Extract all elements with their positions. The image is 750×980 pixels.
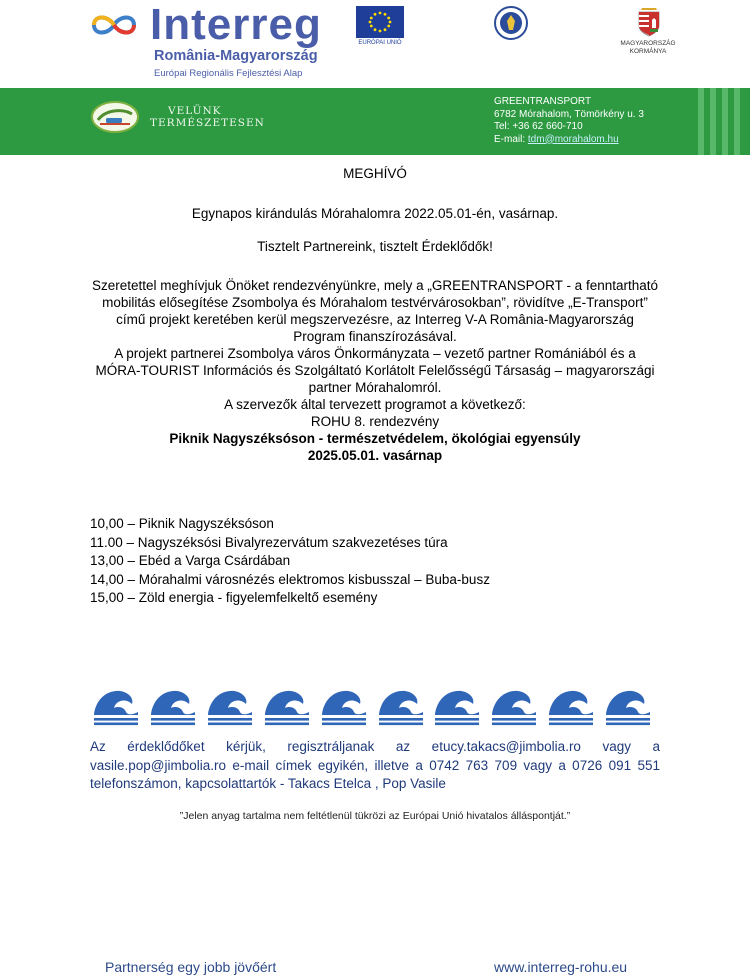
program-name: România-Magyarország: [154, 48, 318, 64]
paragraph-line: Program finanszírozásával.: [293, 329, 457, 344]
header-band: [0, 88, 750, 155]
contact-name: GREENTRANSPORT: [494, 96, 592, 107]
program-item: 14,00 – Mórahalmi városnézés elektromos kisbusszal – Buba-busz: [90, 571, 490, 587]
contact-phone: Tel: +36 62 660-710: [494, 121, 583, 132]
paragraph-line: A szervezők által tervezett programot a következő:: [224, 397, 526, 412]
invitation-subtitle: Egynapos kirándulás Mórahalomra 2022.05.01-én, vasárnap.: [191, 206, 559, 221]
paragraph-line: című projekt keretében kerül megszervezésre, az Interreg V-A România-Magyarország: [116, 312, 634, 327]
program-item: 13,00 – Ebéd a Varga Csárdában: [90, 553, 291, 568]
paragraph-line: partner Mórahalomról.: [308, 380, 442, 395]
contact-address: 6782 Mórahalom, Tömörkény u. 3: [494, 108, 644, 120]
romania-government-emblem-icon: [494, 6, 528, 40]
paragraph-line: A projekt partnerei Zsombolya város Önkormányzata – vezető partner Romániából és a: [114, 346, 636, 361]
paragraph-line: mobilitás elősegítése Zsombolya és Mórahalom testvérvárosokban”, rövidítve „E-Transport”: [102, 295, 648, 310]
invitation-paragraph: [80, 277, 670, 464]
fund-name: Európai Regionális Fejlesztési Alap: [154, 68, 303, 79]
eu-disclaimer: ”Jelen anyag tartalma nem feltétlenül tükrözi az Európai Unió hivatalos álláspontját.”: [179, 810, 571, 822]
paragraph-line: Szeretettel meghívjuk Önöket rendezvényünkre, mely a „GREENTRANSPORT - a fenntartható: [92, 278, 658, 293]
program-item: 11.00 – Nagyszéksósi Bivalyrezervátum szakvezetéses túra: [90, 534, 448, 550]
band-stripes: [698, 88, 750, 155]
footer-slogan: Partnerség egy jobb jövőért: [105, 959, 277, 975]
wave-icon: [433, 688, 481, 726]
wave-icon: [547, 688, 595, 726]
contact-email-row: [494, 134, 644, 147]
event-title: Piknik Nagyszéksóson - természetvédelem, ökológiai egyensúly: [169, 431, 581, 446]
wave-icon: [320, 688, 368, 726]
interreg-wordmark: Interreg: [150, 0, 322, 49]
wave-icon: [263, 688, 311, 726]
wave-icon: [604, 688, 652, 726]
logo-bar: [0, 0, 750, 88]
wave-icon: [149, 688, 197, 726]
hungary-coat-of-arms-icon: [636, 6, 662, 38]
event-date: 2025.05.01. vasárnap: [307, 448, 443, 463]
paragraph-line: MÓRA-TOURIST Információs és Szolgáltató Korlátolt Felelősségű Társaság – magyarországi: [95, 363, 655, 378]
program-item: 10,00 – Piknik Nagyszéksóson: [90, 516, 274, 531]
contact-email-link[interactable]: tdm@morahalom.hu: [527, 133, 619, 145]
eu-caption: EURÓPAI UNIÓ: [358, 40, 402, 46]
invitation-title: MEGHÍVÓ: [343, 166, 407, 181]
greentransport-logo-icon: [90, 100, 140, 134]
interreg-logo: [88, 0, 348, 79]
program-list: [90, 515, 490, 608]
wave-icon: [490, 688, 538, 726]
wave-icon: [206, 688, 254, 726]
footer-website-link[interactable]: www.interreg-rohu.eu: [494, 959, 628, 975]
eu-flag-icon: [356, 6, 404, 38]
contact-block: [494, 96, 644, 146]
registration-text: Az érdeklődőket kérjük, regisztráljanak az etucy.takacs@jimbolia.ro vagy a vasile.pop@jimbolia.ro e-mail címek egyikén, illetve a 0742 763 709 vagy a 0726 091 551 telefonszámon, kapcsolattartók - Takacs Etelca , Pop Vasile: [90, 739, 660, 791]
paragraph-line: ROHU 8. rendezvény: [310, 414, 440, 429]
greentransport-slogan: VELÜNK TERMÉSZETESEN: [150, 105, 265, 129]
hungary-government-caption: MAGYARORSZÁG KORMÁNYA: [620, 40, 676, 55]
wave-decoration: [92, 688, 652, 728]
contact-email-label: E-mail:: [494, 133, 526, 145]
program-item: 15,00 – Zöld energia - figyelemfelkeltő esemény: [90, 590, 378, 605]
greeting: Tisztelt Partnereink, tisztelt Érdeklődők!: [257, 239, 493, 254]
wave-icon: [92, 688, 140, 726]
wave-icon: [377, 688, 425, 726]
interreg-infinity-icon: [88, 12, 140, 38]
